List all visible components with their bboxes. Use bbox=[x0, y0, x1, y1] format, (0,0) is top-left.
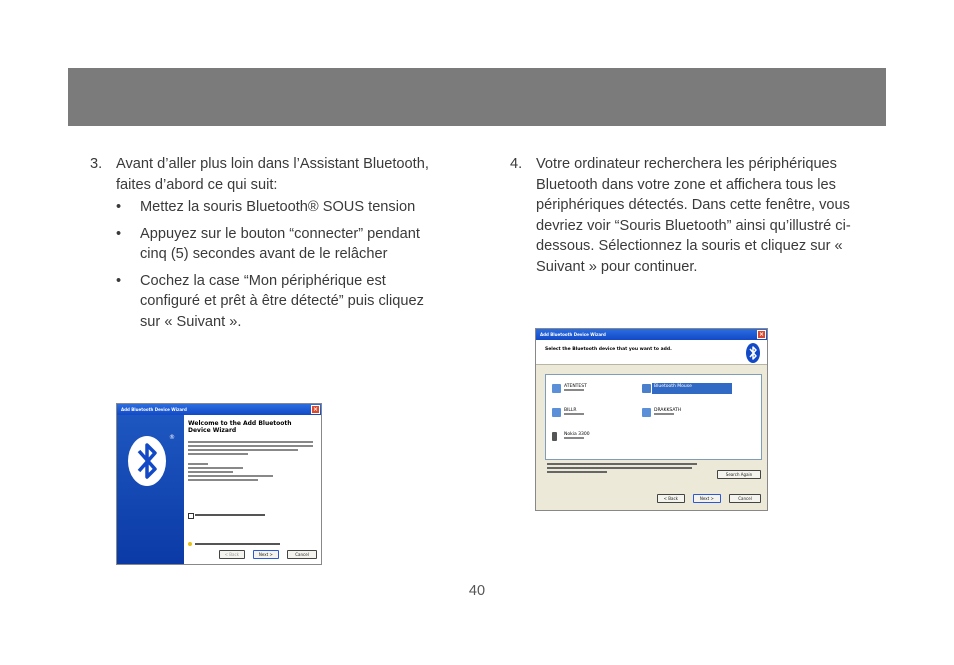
step-text: Votre ordinateur recherchera les périphériques Bluetooth dans votre zone et affichera tous les périphériques détectés. Dans cette fenêtre, vous devriez voir “Souris Bluetooth” ainsi qu’illustré ci-dessous. Sélectionnez la souris et cliquez sur « Suivant » pour continuer. bbox=[536, 156, 851, 275]
window-titlebar: Add Bluetooth Device Wizard × bbox=[536, 329, 767, 340]
back-button[interactable]: < Back bbox=[657, 494, 685, 503]
registered-mark: ® bbox=[169, 434, 175, 441]
close-icon: × bbox=[312, 406, 319, 413]
wizard-heading: Welcome to the Add Bluetooth Device Wizard bbox=[188, 420, 292, 434]
header-bar bbox=[68, 68, 886, 126]
cancel-button[interactable]: Cancel bbox=[729, 494, 761, 503]
device-list: ATENTEST Bluetooth Mouse BILLR DRAKKSATH Nokia 3300 bbox=[545, 374, 762, 460]
step-3 bbox=[90, 154, 430, 338]
page-number: 40 bbox=[468, 583, 486, 599]
bullet-item: • Appuyez sur le bouton “connecter” pendant cinq (5) secondes avant de le relâcher bbox=[116, 225, 420, 262]
next-button[interactable]: Next > bbox=[253, 550, 279, 559]
button-row bbox=[216, 541, 317, 560]
next-button[interactable]: Next > bbox=[693, 494, 721, 503]
step-4 bbox=[510, 154, 870, 277]
wizard-content bbox=[184, 415, 321, 564]
button-row bbox=[654, 485, 761, 504]
text-lines bbox=[188, 463, 278, 483]
bullet-item: • Mettez la souris Bluetooth® SOUS tension bbox=[116, 199, 416, 215]
step-text: Avant d’aller plus loin dans l’Assistant Bluetooth, faites d’abord ce qui suit: bbox=[116, 156, 429, 193]
step-number: 4. bbox=[510, 156, 523, 172]
bullet-list bbox=[116, 197, 430, 332]
device-ready-checkbox[interactable] bbox=[188, 513, 194, 519]
computer-icon bbox=[642, 408, 651, 417]
wizard-device-list-screenshot bbox=[535, 328, 768, 511]
checkbox-label bbox=[195, 514, 265, 516]
wizard-header bbox=[536, 340, 767, 365]
computer-icon bbox=[552, 384, 561, 393]
wizard-sidebar bbox=[117, 415, 184, 564]
help-text bbox=[547, 463, 697, 475]
phone-icon bbox=[552, 432, 557, 441]
text-lines bbox=[188, 441, 313, 457]
wizard-welcome-screenshot bbox=[116, 403, 322, 565]
lightbulb-icon bbox=[188, 542, 192, 546]
cancel-button[interactable]: Cancel bbox=[287, 550, 317, 559]
close-icon: × bbox=[758, 331, 765, 338]
computer-icon bbox=[552, 408, 561, 417]
bullet-item: • Cochez la case “Mon périphérique est configuré et prêt à être détecté” puis cliquez sur « Suivant ». bbox=[116, 272, 424, 330]
bluetooth-icon bbox=[128, 436, 166, 486]
step-number: 3. bbox=[90, 156, 103, 172]
search-again-button[interactable]: Search Again bbox=[717, 470, 761, 479]
bluetooth-icon bbox=[746, 343, 760, 363]
back-button[interactable]: < Back bbox=[219, 550, 245, 559]
mouse-icon bbox=[642, 384, 651, 393]
wizard-heading: Select the Bluetooth device that you want to add. bbox=[545, 347, 672, 352]
window-titlebar: Add Bluetooth Device Wizard × bbox=[117, 404, 321, 415]
